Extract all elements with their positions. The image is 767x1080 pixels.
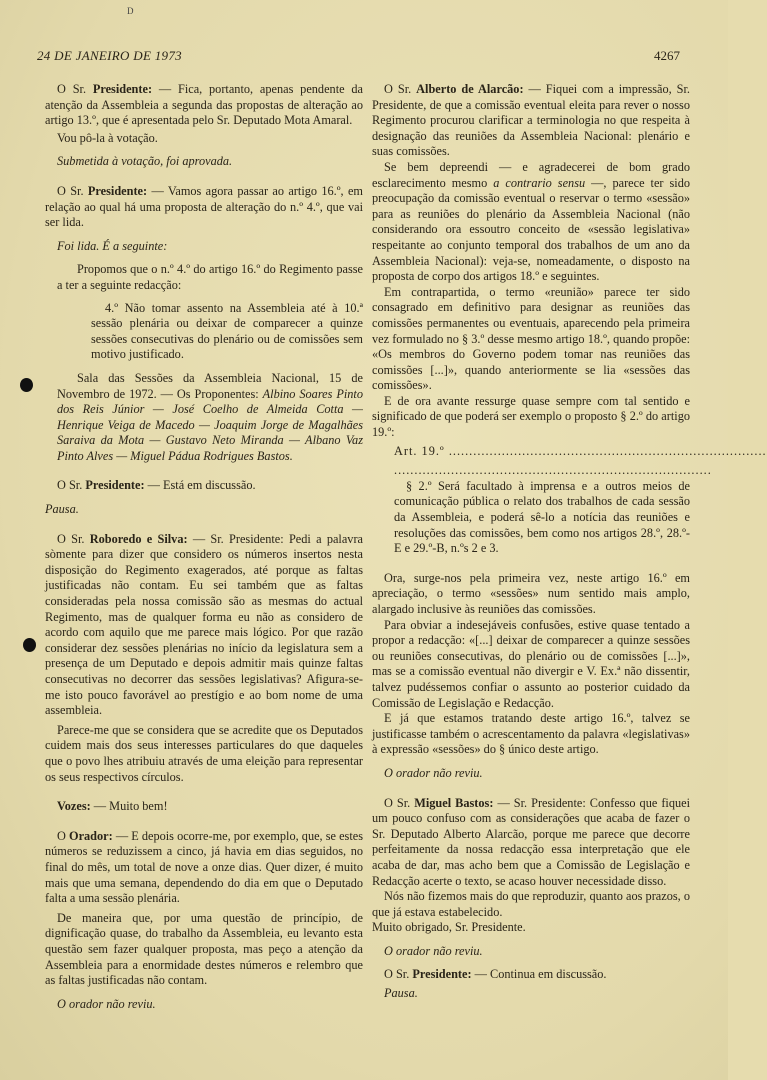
speech-text: — Sr. Presidente: Confesso que fiquei um pouco confuso com as considerações que acaba de fazer o Sr. Deputado Alberto Alarcão, porque me parece que decorre perfeitamente da nossa redacção essa interpretação que ele acaba de dar, mas acho bem que a Comissão de Legislação e Redacção acerte o texto, se acaso houver necessidade disso. xyxy=(372,795,691,888)
speech-text: — Está em discussão. xyxy=(144,478,256,493)
speech-text: —, parece ter sido preocupação da comissão eventual o reservar o termo «sessão» para as reuniões do plenário da Assembleia Nacional (não considerando ora essoutro conceito de «sessão legislativa» respeitante ao conjunto temporal dos trabalhos de um ano da Assembleia Nacional): veja-se, nomeadamente, o disposto na proposta de corpo dos artigos 18.º e seguintes. xyxy=(372,175,690,284)
signature-block xyxy=(57,371,363,465)
speaker-prefix: O Sr. xyxy=(384,967,413,982)
paragraph: Nós não fizemos mais do que reproduzir, quanto aos prazos, o que já estava estabelecido. xyxy=(372,889,690,919)
speech-text: — E depois ocorre-me, por exemplo, que, se estes números se reduzissem a cinco, já havia em dias seguidos, no final do mês, um total de nove a onze dias. Quer dizer, é muito mais que uma semana, dependendo do dia em que o Deputado falta a uma sessão plenária. xyxy=(45,828,363,906)
paragraph xyxy=(45,82,363,129)
speaker-prefix: O Sr. xyxy=(384,82,417,96)
paragraph xyxy=(372,82,690,160)
paragraph: Para obviar a indesejáveis confusões, estive quase tentado a propor a redacção: «[...] deixar de comparecer a quinze sessões ou reuniões consecutivas, do plenário ou de comissões [...]», mas se a comissão eventual não divergir e V. Ex.ª não dissentir, talvez pudéssemos confiar o assunto ao posterior cuidado da Comissão de Legislação e Redacção. xyxy=(372,617,690,710)
left-column xyxy=(45,82,363,1012)
page-number: 4267 xyxy=(654,48,680,63)
speaker-name: Vozes: xyxy=(57,799,91,814)
dot-leader: .............................................................................. xyxy=(448,443,767,458)
paragraph xyxy=(45,184,363,231)
paragraph: Ora, surge-nos pela primeira vez, neste artigo 16.º em apreciação, o termo «sessões» num sentido mais amplo, alargado inclusive às reuniões das comissões. xyxy=(372,570,690,616)
punch-hole xyxy=(23,638,36,652)
speaker-prefix: O Sr. xyxy=(57,183,88,198)
paragraph xyxy=(372,967,690,983)
paragraph xyxy=(45,799,363,815)
speaker-prefix: O Sr. xyxy=(57,478,86,493)
paragraph: De maneira que, por uma questão de princípio, de dignificação quase, do trabalho da Assembleia, eu levanto esta questão sem fazer qualquer proposta, mas peço a atenção da Assembleia para a enormidade destes números e relembro que as faltas justificadas não contam. xyxy=(45,910,363,988)
proposal-intro: Propomos que o n.º 4.º do artigo 16.º do Regimento passe a ter a seguinte redacção: xyxy=(57,262,363,292)
stage-direction: O orador não reviu. xyxy=(384,765,483,780)
speech-text: — Fica, portanto, apenas pendente da atenção da Assembleia a segunda das propostas de alteração ao artigo 13.º, que é apresentada pelo Sr. Deputado Mota Amaral. xyxy=(45,82,363,128)
speech-text: — Continua em discussão. xyxy=(471,967,607,982)
stage-direction: O orador não reviu. xyxy=(384,943,483,958)
speaker-prefix: O Sr. xyxy=(384,795,415,810)
paragraph: E já que estamos tratando deste artigo 16.º, talvez se justificasse também o acrescentamento da palavra «legislativas» à expressão «sessões» do § único deste artigo. xyxy=(372,711,690,757)
stage-direction: O orador não reviu. xyxy=(57,996,156,1011)
paragraph: Vou pô-la à votação. xyxy=(57,130,158,145)
speaker-prefix: O xyxy=(57,828,69,843)
speaker-name: Presidente: xyxy=(92,82,153,96)
speaker-name: Roboredo e Silva: xyxy=(89,531,188,546)
speaker-name: Alberto de Alarcão: xyxy=(416,82,524,96)
stage-direction: Submetida à votação, foi aprovada. xyxy=(57,154,233,169)
speech-text: Se bem depreendi — e agradecerei de bom grado esclarecimento mesmo xyxy=(372,159,690,190)
paragraph xyxy=(372,160,690,285)
proposal-block xyxy=(45,262,363,464)
speaker-name: Presidente: xyxy=(85,478,145,493)
speech-text: — Sr. Presidente: Pedi a palavra sòmente para dizer que considero os números insertos nesta disposição do Regimento exagerados, até porque as faltas justificadas não contam. Eu sei também que as faltas consideradas pela nossa comissão são as mesmas do actual Regimento, mas de qualquer forma eu não as considero de acordo com aquilo que me parece mais lógico. Por que razão considerar dez sessões plenárias no início da legislatura sem a presença de um Deputado e depois admitir mais quinze faltas consecutivas no decorrer das sessões legislativas? Afigura-se-me isto pouco favorável ao prestígio e ao bom nome de uma assembleia. xyxy=(45,531,364,718)
paragraph: E de ora avante ressurge quase sempre com tal sentido e significado de que poderá ser exemplo o proposto § 2.º do artigo 19.º: xyxy=(372,393,690,440)
speaker-prefix: O Sr. xyxy=(57,531,90,546)
punch-hole xyxy=(20,378,33,392)
speaker-name: Presidente: xyxy=(412,967,472,982)
paragraph: Em contrapartida, o termo «reunião» parece ter sido consagrado em definitivo para designar as reuniões das comissões permanentes ou eventuais, aparecendo pela primeira vez formulado no § 3.º desse mesmo artigo 18.º, quando propõe: «Os membros do Governo podem tomar nas reuniões das comissões [...]», quando anteriormente se lia «sessões das comissões». xyxy=(372,284,690,393)
stage-direction: Pausa. xyxy=(384,986,418,1001)
paragraph xyxy=(372,796,690,890)
speech-text: — Muito bem! xyxy=(90,799,168,814)
stage-direction: Foi lida. É a seguinte: xyxy=(57,238,168,253)
article-heading xyxy=(372,443,767,460)
speaker-name: Orador: xyxy=(69,828,113,843)
paragraph: Parece-me que se considera que se acredite que os Deputados cuidem mais dos seus interesses particulares do que daqueles que o povo lhes atribuiu através de uma eleição para representar os seus respectivos círculos. xyxy=(45,722,363,784)
speaker-name: Presidente: xyxy=(87,183,148,198)
speaker-prefix: O Sr. xyxy=(57,82,93,96)
right-column xyxy=(372,82,767,1002)
paragraph xyxy=(45,532,363,719)
signature-names: Albino Soares Pinto dos Reis Júnior — José Coelho de Almeida Cotta — Henrique Veiga de Macedo — Joaquim Jorge de Magalhães Saraiva da Mota — Gustavo Neto Miranda — Albano Vaz Pinto Alves — Miguel Pádua Rodrigues Bastos. xyxy=(57,386,363,463)
article-text: § 2.º Será facultado à imprensa e a outros meios de comunicação pública o relato dos trabalhos de cada sessão da Assembleia, e poderá sê-lo a notícia das reuniões e resoluções das comissões, bem como nos artigos 28.º, 28.º-E e 29.º-B, n.ºs 2 e 3. xyxy=(394,478,690,556)
speech-text: — Vamos agora passar ao artigo 16.º, em relação ao qual há uma proposta de alteração do n.º 4.º, que vai ser lida. xyxy=(45,183,363,230)
paragraph: Muito obrigado, Sr. Presidente. xyxy=(372,920,526,935)
proposal-quote xyxy=(57,301,363,363)
signature-text: Sala das Sessões da Assembleia Nacional, 15 de Novembro de 1972. — Os Proponentes: xyxy=(57,370,363,401)
paragraph xyxy=(45,478,363,494)
speech-text: — Fiquei com a impressão, Sr. Presidente, de que a comissão eventual eleita para rever o nosso Regimento procurou clarificar a terminologia no que respeita à designação das reuniões da Assembleia Nacional: plenário e suas comissões. xyxy=(372,82,690,159)
speaker-name: Miguel Bastos: xyxy=(414,795,494,810)
dot-leader-line: .............................................................................. xyxy=(394,463,712,478)
paragraph xyxy=(45,829,363,907)
latin-phrase: a contrario sensu xyxy=(493,175,586,190)
article-label: Art. 19.º xyxy=(394,443,445,458)
header-date: 24 DE JANEIRO DE 1973 xyxy=(37,48,182,63)
proposal-text: 4.º Não tomar assento na Assembleia até à 10.ª sessão plenária ou deixar de comparecer a quinze sessões consecutivas do plenário ou de comissões sem motivo justificado. xyxy=(91,300,363,362)
page-mark: D xyxy=(127,6,134,16)
stage-direction: Pausa. xyxy=(45,502,79,517)
article-quote xyxy=(372,443,767,557)
